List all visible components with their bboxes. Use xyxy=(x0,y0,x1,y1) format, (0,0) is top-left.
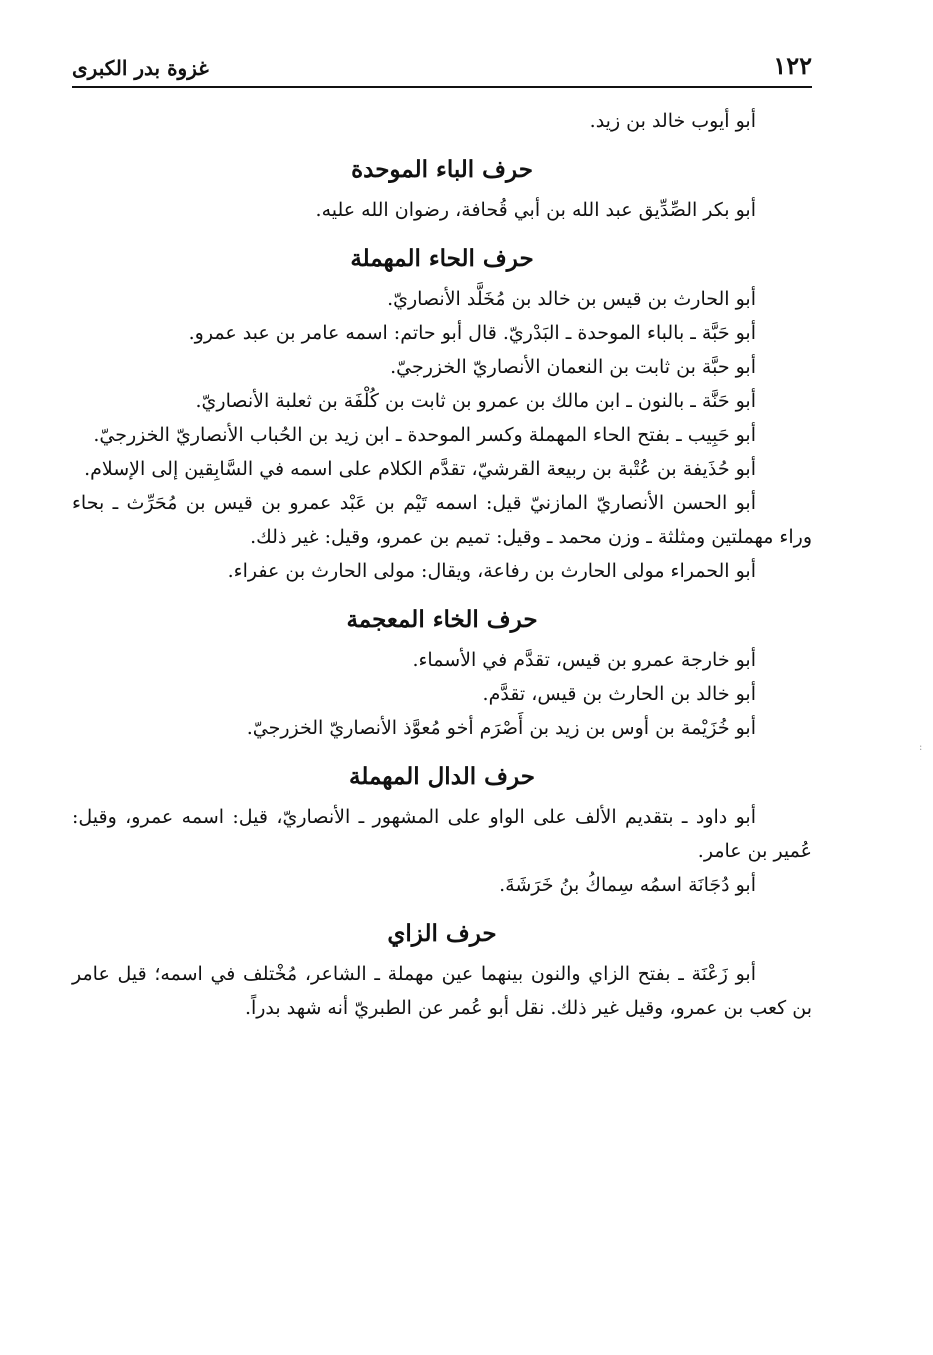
entry-text: أبو زَعْنَة ـ بفتح الزاي والنون بينهما عين مهملة ـ الشاعر، مُخْتلف في اسمه؛ قيل عامر بن كعب بن عمرو، وقيل غير ذلك. نقل أبو عُمر عن الطبريّ أنه شهد بدراً. xyxy=(72,963,812,1019)
margin-mark: : xyxy=(919,742,923,753)
page-body xyxy=(72,104,812,1025)
entry xyxy=(72,957,812,1025)
entry: أبو خالد بن الحارث بن قيس، تقدَّم. xyxy=(482,683,756,705)
entry: أبو حَنَّة ـ بالنون ـ ابن مالك بن عمرو بن ثابت بن كُلْفَة بن ثعلبة الأنصاريّ. xyxy=(195,390,756,412)
entry: أبو حبَّة بن ثابت بن النعمان الأنصاريّ الخزرجيّ. xyxy=(390,356,756,378)
entry: أبو بكر الصِّدِّيق عبد الله بن أبي قُحافة، رضوان الله عليه. xyxy=(315,199,756,221)
entry-text: أبو الحسن الأنصاريّ المازنيّ قيل: اسمه تَيْم بن عَبْد عمرو بن قيس بن مُحَرِّث ـ بحاء وراء مهملتين ومثلثة ـ وزن محمد ـ وقيل: تميم بن عمرو، وقيل: غير ذلك. xyxy=(72,492,812,548)
section-heading-ba: حرف الباء الموحدة xyxy=(351,156,533,183)
book-page xyxy=(72,40,812,1330)
intro-entry: أبو أيوب خالد بن زيد. xyxy=(589,110,756,132)
section-heading-ha: حرف الحاء المهملة xyxy=(350,245,534,272)
entry: أبو الحارث بن قيس بن خالد بن مُخَلَّد الأنصاريّ. xyxy=(387,288,756,310)
entry xyxy=(72,486,812,554)
entry: أبو الحمراء مولى الحارث بن رفاعة، ويقال: مولى الحارث بن عفراء. xyxy=(227,560,756,582)
entry: أبو حَبَّة ـ بالباء الموحدة ـ البَدْريّ. قال أبو حاتم: اسمه عامر بن عبد عمرو. xyxy=(188,322,756,344)
entry-text: أبو حَبِيب ـ بفتح الحاء المهملة وكسر الموحدة ـ ابن زيد بن الحُباب الأنصاريّ الخزرجيّ. xyxy=(93,424,756,446)
entry-text: أبو حُذَيفة بن عُتْبة بن ربيعة القرشيّ، تقدَّم الكلام على اسمه في السَّابِقين إلى الإسلام. xyxy=(84,458,756,480)
entry: أبو دُجَانَة اسمُه سِماكُ بنُ خَرَشَةَ. xyxy=(499,874,756,896)
section-heading-dal: حرف الدال المهملة xyxy=(349,763,535,790)
entry xyxy=(72,800,812,868)
entry-text: أبو داود ـ بتقديم الألف على الواو على المشهور ـ الأنصاريّ، قيل: اسمه عمرو، وقيل: عُمير بن عامر. xyxy=(72,806,812,862)
section-heading-kha: حرف الخاء المعجمة xyxy=(346,606,538,633)
running-title: غزوة بدر الكبرى xyxy=(72,56,209,80)
page-header xyxy=(72,40,812,88)
entry: أبو خُزَيْمة بن أوس بن زيد بن أَصْرَم أخو مُعوَّذ الأنصاريّ الخزرجيّ. xyxy=(246,717,756,739)
page-number: ١٢٢ xyxy=(773,51,812,80)
section-heading-zay: حرف الزاي xyxy=(387,920,497,947)
entry xyxy=(72,452,812,486)
entry: أبو خارجة عمرو بن قيس، تقدَّم في الأسماء. xyxy=(412,649,756,671)
entry xyxy=(72,418,812,452)
